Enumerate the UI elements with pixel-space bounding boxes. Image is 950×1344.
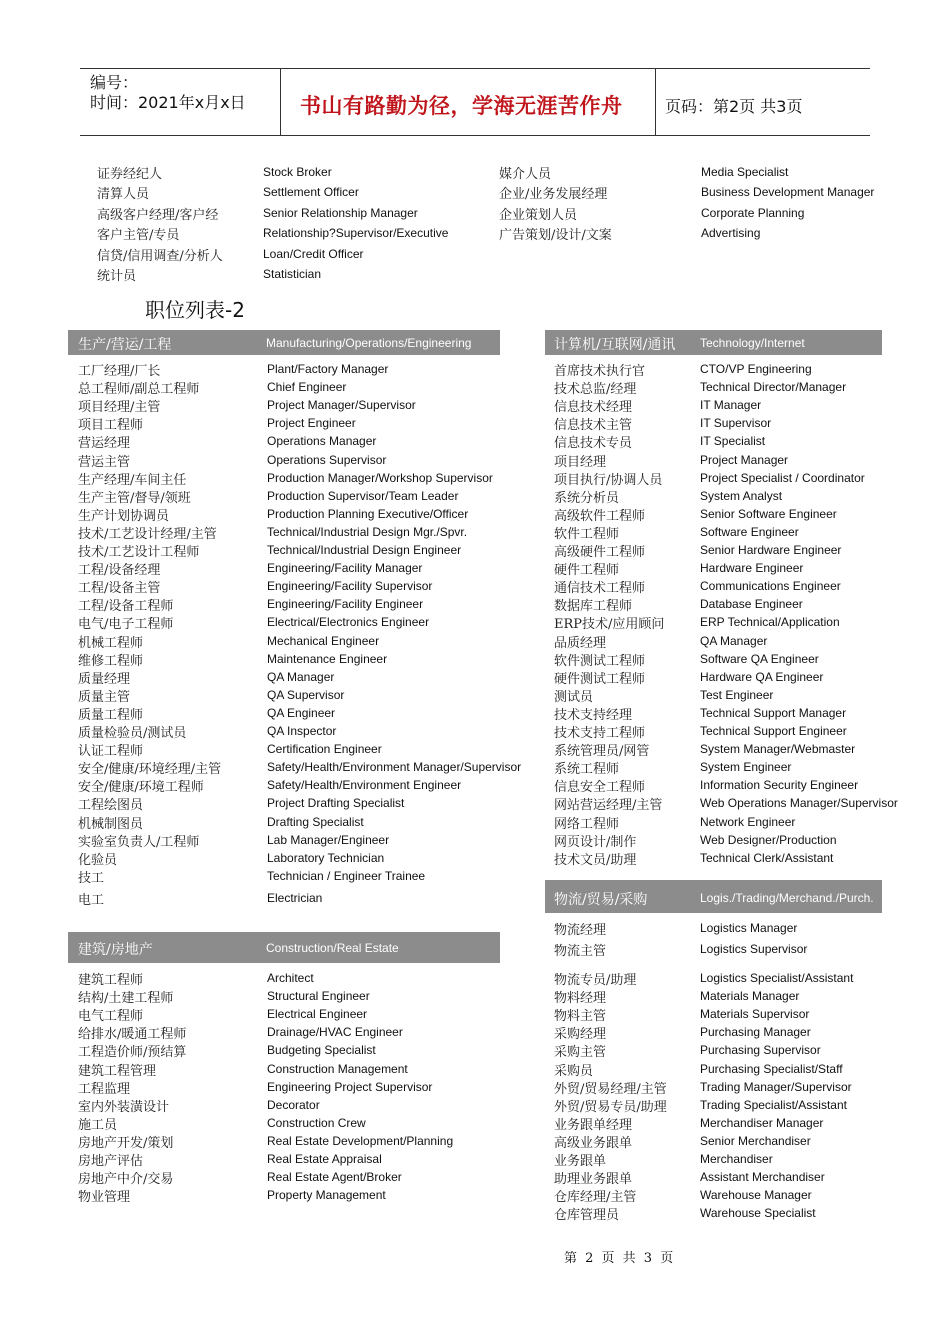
job-title-en: Maintenance Engineer xyxy=(267,651,388,666)
job-title-en: Drainage/HVAC Engineer xyxy=(267,1025,403,1040)
job-title-zh: 工程绘图员 xyxy=(78,798,144,814)
job-title-zh: 营运主管 xyxy=(78,454,131,470)
section-title-en: Construction/Real Estate xyxy=(266,941,399,955)
job-title-en: Test Engineer xyxy=(700,687,774,702)
job-title-zh: 采购员 xyxy=(554,1063,594,1079)
job-title-zh: 工程/设备工程师 xyxy=(78,599,174,615)
job-title-zh: 网页设计/制作 xyxy=(554,834,637,850)
job-title-zh: 质量主管 xyxy=(78,689,131,705)
job-title-zh: 给排水/暖通工程师 xyxy=(78,1027,187,1043)
job-title-zh: 硬件测试工程师 xyxy=(554,671,646,687)
job-title-zh: 物业管理 xyxy=(78,1190,131,1206)
section-title-en: Technology/Internet xyxy=(700,336,805,350)
job-title-en: ERP Technical/Application xyxy=(700,615,840,630)
header-motto: 书山有路勤为径，学海无涯苦作舟 xyxy=(300,94,623,118)
job-title-en: Technical Support Engineer xyxy=(700,724,847,738)
job-title-en: Logistics Specialist/Assistant xyxy=(700,971,854,985)
job-title-en: Production Planning Executive/Officer xyxy=(267,506,469,521)
job-title-en: Chief Engineer xyxy=(267,380,347,395)
job-title-en: Logistics Supervisor xyxy=(700,942,808,956)
job-title-en: QA Engineer xyxy=(267,705,336,720)
job-title-en: Purchasing Supervisor xyxy=(700,1043,821,1058)
job-title-zh: 采购主管 xyxy=(554,1045,607,1061)
job-title-en: Senior Relationship Manager xyxy=(263,205,418,220)
job-title-en: System Analyst xyxy=(700,488,783,503)
job-title-zh: 软件测试工程师 xyxy=(554,653,646,669)
job-title-zh: 客户主管/专员 xyxy=(97,228,180,244)
job-title-en: Real Estate Appraisal xyxy=(267,1152,382,1166)
job-title-zh: 机械制图员 xyxy=(78,816,144,832)
job-title-en: Engineering/Facility Engineer xyxy=(267,597,424,612)
job-title-en: Engineering/Facility Supervisor xyxy=(267,579,433,594)
job-title-zh: 生产主管/督导/领班 xyxy=(78,490,191,506)
section-title-zh: 建筑/房地产 xyxy=(78,942,153,958)
job-title-zh: 建筑工程师 xyxy=(78,973,144,988)
job-title-en: Lab Manager/Engineer xyxy=(267,832,390,847)
job-title-zh: 安全/健康/环境经理/主管 xyxy=(78,762,222,778)
job-title-zh: 工厂经理/厂长 xyxy=(78,364,161,379)
job-title-en: Production Manager/Workshop Supervisor xyxy=(267,470,493,485)
job-title-zh: 项目工程师 xyxy=(78,418,144,434)
job-title-en: Merchandiser xyxy=(700,1152,773,1166)
job-title-zh: 工程/设备主管 xyxy=(78,581,161,597)
job-title-zh: 施工员 xyxy=(78,1117,118,1133)
job-title-zh: 高级硬件工程师 xyxy=(554,545,646,560)
section-title-zh: 生产/营运/工程 xyxy=(78,337,172,353)
job-title-en: Hardware QA Engineer xyxy=(700,669,824,684)
job-title-en: Operations Supervisor xyxy=(267,452,387,467)
job-title-zh: 信息技术经理 xyxy=(554,400,633,416)
job-title-zh: 项目执行/协调人员 xyxy=(554,472,663,488)
job-title-en: Electrical Engineer xyxy=(267,1007,368,1022)
job-title-zh: 电气/电子工程师 xyxy=(78,617,174,633)
job-title-zh: 认证工程师 xyxy=(78,744,144,760)
job-title-zh: 业务跟单经理 xyxy=(554,1117,633,1133)
job-title-zh: 业务跟单 xyxy=(554,1154,607,1169)
job-title-zh: 项目经理/主管 xyxy=(78,400,161,416)
job-title-zh: 清算人员 xyxy=(97,187,150,203)
job-title-zh: 安全/健康/环境工程师 xyxy=(78,780,204,796)
job-title-zh: 电工 xyxy=(78,893,105,908)
job-title-zh: 技工 xyxy=(78,870,105,886)
job-title-zh: 建筑工程管理 xyxy=(78,1063,157,1079)
job-title-en: Software Engineer xyxy=(700,524,799,539)
job-title-en: Safety/Health/Environment Engineer xyxy=(267,778,462,793)
job-title-zh: 系统管理员/网管 xyxy=(554,744,650,760)
section-title-en: Manufacturing/Operations/Engineering xyxy=(266,336,472,350)
job-title-en: Statistician xyxy=(263,267,322,281)
job-title-en: Electrical/Electronics Engineer xyxy=(267,615,430,630)
job-title-en: Technician / Engineer Trainee xyxy=(267,868,426,883)
page-number-label: 页码：第2页 共3页 xyxy=(665,97,803,116)
job-title-zh: 工程造价师/预结算 xyxy=(78,1045,187,1061)
job-title-zh: 房地产开发/策划 xyxy=(78,1135,174,1151)
job-title-en: Construction Crew xyxy=(267,1115,366,1130)
section-title-zh: 物流/贸易/采购 xyxy=(554,892,648,908)
job-title-en: Network Engineer xyxy=(700,814,796,829)
job-title-zh: 首席技术执行官 xyxy=(554,364,646,379)
job-title-en: Settlement Officer xyxy=(263,185,359,200)
job-title-en: Technical/Industrial Design Engineer xyxy=(267,543,462,557)
job-title-zh: 工程/设备经理 xyxy=(78,563,161,579)
section-header-manufacturing xyxy=(68,330,500,355)
job-title-en: Drafting Specialist xyxy=(267,814,364,829)
job-title-zh: 系统工程师 xyxy=(554,762,620,778)
job-title-en: IT Supervisor xyxy=(700,416,772,431)
job-title-zh: 助理业务跟单 xyxy=(554,1172,633,1188)
job-title-zh: 房地产评估 xyxy=(78,1154,144,1169)
job-title-zh: 生产经理/车间主任 xyxy=(78,472,187,488)
job-title-zh: 结构/土建工程师 xyxy=(78,991,174,1007)
job-title-en: Logistics Manager xyxy=(700,921,798,935)
job-title-zh: 媒介人员 xyxy=(499,167,552,182)
job-title-en: QA Manager xyxy=(267,669,335,684)
job-title-en: Project Manager xyxy=(700,452,789,467)
job-title-en: Information Security Engineer xyxy=(700,778,859,793)
job-title-en: Database Engineer xyxy=(700,597,803,612)
job-title-zh: 高级业务跟单 xyxy=(554,1135,633,1151)
job-title-zh: 系统分析员 xyxy=(554,490,620,506)
page-footer: 第 2 页 共 3 页 xyxy=(564,1251,674,1266)
job-title-en: Structural Engineer xyxy=(267,989,370,1004)
job-title-en: System Engineer xyxy=(700,760,792,775)
job-title-zh: 技术支持经理 xyxy=(554,707,633,723)
job-title-zh: 技术/工艺设计工程师 xyxy=(78,545,200,560)
job-title-en: QA Inspector xyxy=(267,724,337,738)
job-title-en: Assistant Merchandiser xyxy=(700,1170,825,1185)
job-title-en: Project Specialist / Coordinator xyxy=(700,470,865,485)
job-title-zh: 硬件工程师 xyxy=(554,563,620,579)
job-title-zh: 总工程师/副总工程师 xyxy=(78,382,200,398)
job-title-zh: 项目经理 xyxy=(554,454,607,470)
job-title-zh: 网络工程师 xyxy=(554,816,620,832)
header-divider-right xyxy=(655,68,656,135)
job-title-zh: 仓库经理/主管 xyxy=(554,1190,637,1206)
job-title-en: Senior Hardware Engineer xyxy=(700,543,842,557)
job-title-en: Merchandiser Manager xyxy=(700,1115,824,1130)
job-title-en: IT Specialist xyxy=(700,434,766,449)
job-title-en: Operations Manager xyxy=(267,434,377,449)
job-title-zh: 通信技术工程师 xyxy=(554,581,646,597)
job-title-en: Laboratory Technician xyxy=(267,850,385,865)
job-title-zh: 物流主管 xyxy=(554,944,607,959)
job-title-zh: 信贷/信用调查/分析人 xyxy=(97,248,223,264)
job-title-en: Purchasing Manager xyxy=(700,1025,811,1040)
job-title-en: Technical/Industrial Design Mgr./Spvr. xyxy=(267,524,468,539)
job-title-en: Warehouse Specialist xyxy=(700,1206,816,1221)
job-title-en: Warehouse Manager xyxy=(700,1188,812,1203)
job-title-en: QA Supervisor xyxy=(267,687,345,702)
header-divider-left xyxy=(280,68,281,135)
job-title-en: Property Management xyxy=(267,1188,386,1203)
job-title-zh: 外贸/贸易经理/主管 xyxy=(554,1081,667,1097)
job-title-en: Communications Engineer xyxy=(700,579,841,594)
job-title-en: Business Development Manager xyxy=(701,185,875,200)
job-title-en: Hardware Engineer xyxy=(700,561,804,576)
job-title-en: Web Operations Manager/Supervisor xyxy=(700,796,898,811)
job-title-zh: 维修工程师 xyxy=(78,653,144,669)
job-title-en: Decorator xyxy=(267,1097,320,1112)
job-title-zh: 物流专员/助理 xyxy=(554,973,637,988)
job-title-en: Plant/Factory Manager xyxy=(267,362,389,376)
job-title-zh: 信息安全工程师 xyxy=(554,780,646,796)
job-title-en: Project Drafting Specialist xyxy=(267,796,405,811)
job-title-en: Electrician xyxy=(267,891,323,905)
job-title-en: Engineering/Facility Manager xyxy=(267,561,423,576)
job-title-zh: 技术支持工程师 xyxy=(554,726,646,741)
job-title-en: Production Supervisor/Team Leader xyxy=(267,488,459,503)
job-title-zh: 房地产中介/交易 xyxy=(78,1172,174,1188)
job-title-zh: 测试员 xyxy=(554,689,594,705)
job-title-en: Mechanical Engineer xyxy=(267,633,380,648)
job-title-zh: 物料主管 xyxy=(554,1009,607,1025)
job-title-en: Media Specialist xyxy=(701,165,789,179)
job-title-zh: 高级软件工程师 xyxy=(554,508,646,524)
header-top-rule xyxy=(80,68,870,69)
job-title-en: Software QA Engineer xyxy=(700,651,819,666)
job-title-en: Construction Management xyxy=(267,1061,408,1076)
job-title-en: Relationship?Supervisor/Executive xyxy=(263,226,449,241)
job-title-en: Trading Specialist/Assistant xyxy=(700,1097,847,1112)
job-title-en: Project Manager/Supervisor xyxy=(267,398,416,413)
job-title-en: Architect xyxy=(267,971,314,985)
section-header-technology xyxy=(545,330,882,355)
job-title-zh: 企业/业务发展经理 xyxy=(499,187,608,203)
section-header-construction xyxy=(68,932,500,963)
job-title-zh: 软件工程师 xyxy=(554,526,620,542)
section-title-en: Logis./Trading/Merchand./Purch. xyxy=(700,891,874,905)
section-title-zh: 计算机/互联网/通讯 xyxy=(554,337,676,353)
job-title-en: Stock Broker xyxy=(263,165,332,179)
job-title-en: Project Engineer xyxy=(267,416,356,431)
job-title-en: IT Manager xyxy=(700,398,762,413)
job-title-zh: 仓库管理员 xyxy=(554,1208,620,1224)
job-title-en: Senior Software Engineer xyxy=(700,506,837,521)
section-header-logistics xyxy=(545,880,882,913)
job-title-zh: 生产计划协调员 xyxy=(78,508,170,524)
job-title-zh: 品质经理 xyxy=(554,635,607,651)
job-title-en: Technical Clerk/Assistant xyxy=(700,850,834,865)
job-title-zh: 质量经理 xyxy=(78,671,131,687)
job-title-zh: 质量工程师 xyxy=(78,707,144,723)
job-title-zh: 证券经纪人 xyxy=(97,167,163,182)
job-title-zh: 机械工程师 xyxy=(78,635,144,651)
job-title-en: Certification Engineer xyxy=(267,742,382,757)
list-title: 职位列表-2 xyxy=(145,298,245,322)
job-title-zh: 技术总监/经理 xyxy=(554,382,637,398)
job-title-zh: 高级客户经理/客户经 xyxy=(97,207,219,223)
job-title-en: Trading Manager/Supervisor xyxy=(700,1079,852,1094)
job-title-zh: 采购经理 xyxy=(554,1027,607,1043)
job-title-zh: 营运经理 xyxy=(78,436,131,452)
job-title-en: CTO/VP Engineering xyxy=(700,362,812,376)
job-title-en: System Manager/Webmaster xyxy=(700,742,856,757)
job-title-en: Corporate Planning xyxy=(701,205,805,220)
job-title-zh: 广告策划/设计/文案 xyxy=(499,228,612,244)
job-title-zh: 质量检验员/测试员 xyxy=(78,726,187,741)
job-title-en: Loan/Credit Officer xyxy=(263,246,364,261)
document-number-label: 编号： xyxy=(90,73,139,92)
job-title-en: Materials Supervisor xyxy=(700,1007,810,1022)
job-title-zh: 实验室负责人/工程师 xyxy=(78,834,200,850)
job-title-zh: 企业策划人员 xyxy=(499,207,578,223)
job-title-en: Real Estate Agent/Broker xyxy=(267,1170,402,1185)
job-title-zh: 技术/工艺设计经理/主管 xyxy=(78,526,217,542)
job-title-en: Technical Director/Manager xyxy=(700,380,847,395)
job-title-en: Technical Support Manager xyxy=(700,705,847,720)
job-title-zh: 室内外装潢设计 xyxy=(78,1099,170,1115)
job-title-en: Web Designer/Production xyxy=(700,832,837,847)
job-title-en: Real Estate Development/Planning xyxy=(267,1133,454,1148)
job-title-en: Budgeting Specialist xyxy=(267,1043,376,1058)
job-title-zh: 统计员 xyxy=(97,269,137,284)
job-title-zh: 工程监理 xyxy=(78,1081,131,1097)
job-title-zh: 信息技术主管 xyxy=(554,418,633,434)
job-title-zh: 物料经理 xyxy=(554,991,607,1007)
job-title-en: QA Manager xyxy=(700,633,768,648)
job-title-zh: 外贸/贸易专员/助理 xyxy=(554,1099,667,1115)
job-title-en: Advertising xyxy=(701,226,761,241)
job-title-en: Senior Merchandiser xyxy=(700,1133,811,1148)
job-title-en: Engineering Project Supervisor xyxy=(267,1079,433,1094)
header-bottom-rule xyxy=(80,135,870,136)
job-title-zh: 数据库工程师 xyxy=(554,599,633,615)
job-title-en: Purchasing Specialist/Staff xyxy=(700,1061,843,1076)
job-title-zh: 信息技术专员 xyxy=(554,436,633,452)
job-title-zh: 网站营运经理/主管 xyxy=(554,798,663,814)
job-title-zh: 化验员 xyxy=(78,852,118,868)
job-title-en: Materials Manager xyxy=(700,989,800,1004)
job-title-zh: 物流经理 xyxy=(554,923,607,938)
job-title-zh: 电气工程师 xyxy=(78,1009,144,1025)
job-title-en: Safety/Health/Environment Manager/Supervisor xyxy=(267,760,522,775)
job-title-zh: 技术文员/助理 xyxy=(554,852,637,868)
job-title-zh: ERP技术/应用顾问 xyxy=(554,617,665,633)
document-date-label: 时间：2021年x月x日 xyxy=(90,93,246,112)
